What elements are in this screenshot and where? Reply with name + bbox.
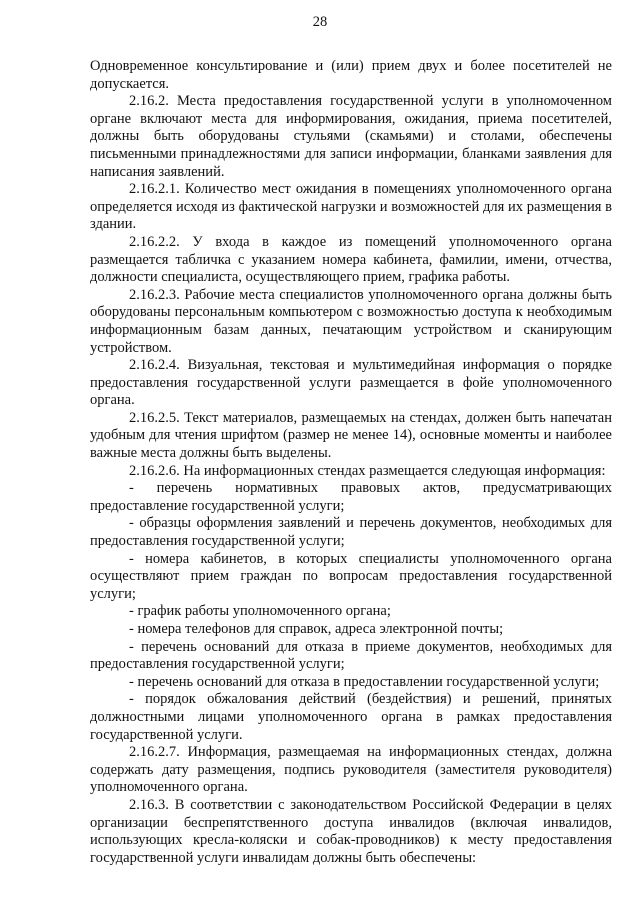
paragraph: 2.16.2. Места предоставления государственной услуги в уполномоченном органе включают места для информирования, ожидания, приема посетителей, должны быть оборудованы стульями (скамьями) и столами, обеспечены письменными принадлежностями для записи информации, бланками заявления для написания заявлений.: [90, 93, 612, 180]
paragraph: 2.16.2.7. Информация, размещаемая на информационных стендах, должна содержать дату размещения, подпись руководителя (заместителя руководителя) уполномоченного органа.: [90, 744, 612, 796]
list-item: - перечень оснований для отказа в приеме документов, необходимых для предоставления государственной услуги;: [90, 638, 612, 673]
paragraph: Одновременное консультирование и (или) прием двух и более посетителей не допускается.: [90, 58, 612, 92]
paragraph: 2.16.3. В соответствии с законодательством Российской Федерации в целях организации беспрепятственного доступа инвалидов (включая инвалидов, использующих кресла-коляски и собак-проводников) к месту предоставления государственной услуги инвалидам должны быть обеспечены:: [90, 796, 612, 866]
paragraph: 2.16.2.2. У входа в каждое из помещений уполномоченного органа размещается табличка с указанием номера кабинета, фамилии, имени, отчества, должности специалиста, осуществляющего прием, графика работы.: [90, 233, 612, 286]
paragraph: 2.16.2.3. Рабочие места специалистов уполномоченного органа должны быть оборудованы персональным компьютером с возможностью доступа к необходимым информационным базам данных, печатающим устройством и сканирующим устройством.: [90, 286, 612, 356]
list-item: - образцы оформления заявлений и перечень документов, необходимых для предоставления государственной услуги;: [90, 515, 612, 550]
list-item: - номера телефонов для справок, адреса электронной почты;: [129, 621, 504, 637]
list-item: - порядок обжалования действий (бездействия) и решений, принятых должностными лицами уполномоченного органа в рамках предоставления государственной услуги.: [90, 691, 612, 743]
list-item: - перечень нормативных правовых актов, предусматривающих предоставление государственной услуги;: [90, 480, 612, 514]
paragraph: 2.16.2.6. На информационных стендах размещается следующая информация:: [129, 462, 606, 479]
list-item: - перечень оснований для отказа в предоставлении государственной услуги;: [129, 673, 600, 690]
document-body: [90, 58, 612, 867]
list-item: - номера кабинетов, в которых специалисты уполномоченного органа осуществляют прием граждан по вопросам предоставления государственной услуги;: [90, 550, 612, 602]
paragraph: 2.16.2.1. Количество мест ожидания в помещениях уполномоченного органа определяется исходя из фактической нагрузки и возможностей для их размещения в здании.: [90, 181, 612, 233]
page-number: 28: [312, 14, 328, 30]
paragraph: 2.16.2.4. Визуальная, текстовая и мультимедийная информация о порядке предоставления государственной услуги размещается в фойе уполномоченного органа.: [90, 357, 612, 409]
paragraph: 2.16.2.5. Текст материалов, размещаемых на стендах, должен быть напечатан удобным для чтения шрифтом (размер не менее 14), основные моменты и наиболее важные места должны быть выделены.: [90, 409, 612, 462]
list-item: - график работы уполномоченного органа;: [129, 603, 391, 620]
